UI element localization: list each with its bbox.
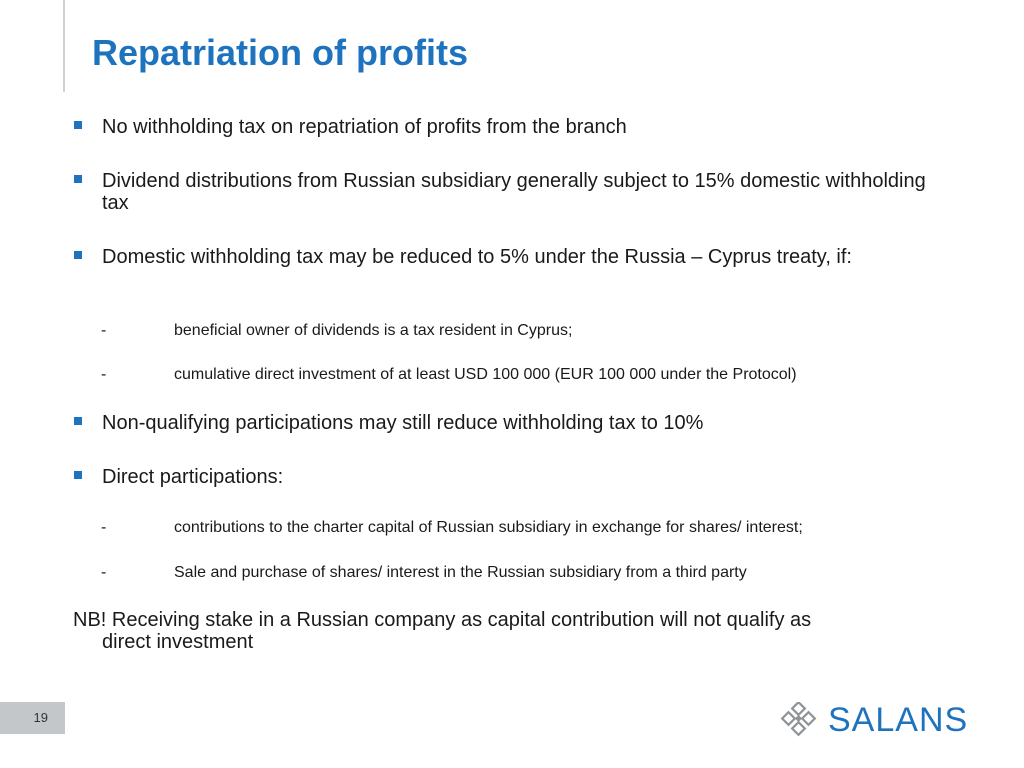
square-bullet-icon <box>74 251 82 259</box>
bullet-item <box>73 466 943 488</box>
bullet-text: Domestic withholding tax may be reduced to 5% under the Russia – Cyprus treaty, if: <box>102 246 852 268</box>
dash-marker: - <box>101 366 107 383</box>
page-number: 19 <box>0 702 65 734</box>
square-bullet-icon <box>74 175 82 183</box>
salans-logo-mark-icon <box>780 702 818 738</box>
nb-note <box>73 609 943 653</box>
bullet-item <box>73 170 943 214</box>
dash-marker: - <box>101 322 107 339</box>
dash-marker: - <box>101 519 107 536</box>
sub-item-text: Sale and purchase of shares/ interest in the Russian subsidiary from a third party <box>174 564 747 581</box>
nb-note-line: direct investment <box>102 631 254 653</box>
bullet-text: Non-qualifying participations may still reduce withholding tax to 10% <box>102 412 704 434</box>
bullet-item <box>73 412 943 434</box>
bullet-item <box>73 246 943 268</box>
sub-item-text: beneficial owner of dividends is a tax resident in Cyprus; <box>174 322 573 339</box>
square-bullet-icon <box>74 471 82 479</box>
slide-title: Repatriation of profits <box>92 32 468 73</box>
nb-note-line: NB! Receiving stake in a Russian company as capital contribution will not qualify as <box>73 609 812 631</box>
bullet-item <box>73 116 943 138</box>
header-divider <box>63 0 65 92</box>
salans-logo <box>780 700 980 740</box>
square-bullet-icon <box>74 417 82 425</box>
sub-item-text: contributions to the charter capital of Russian subsidiary in exchange for shares/ interest; <box>174 519 803 536</box>
sub-item-text: cumulative direct investment of at least USD 100 000 (EUR 100 000 under the Protocol) <box>174 366 797 383</box>
bullet-text: No withholding tax on repatriation of profits from the branch <box>102 116 627 138</box>
bullet-text: Direct participations: <box>102 466 284 488</box>
bullet-text: Dividend distributions from Russian subsidiary generally subject to 15% domestic withholding tax <box>102 170 926 214</box>
square-bullet-icon <box>74 121 82 129</box>
logo-text: SALANS <box>828 701 969 739</box>
dash-marker: - <box>101 564 107 581</box>
